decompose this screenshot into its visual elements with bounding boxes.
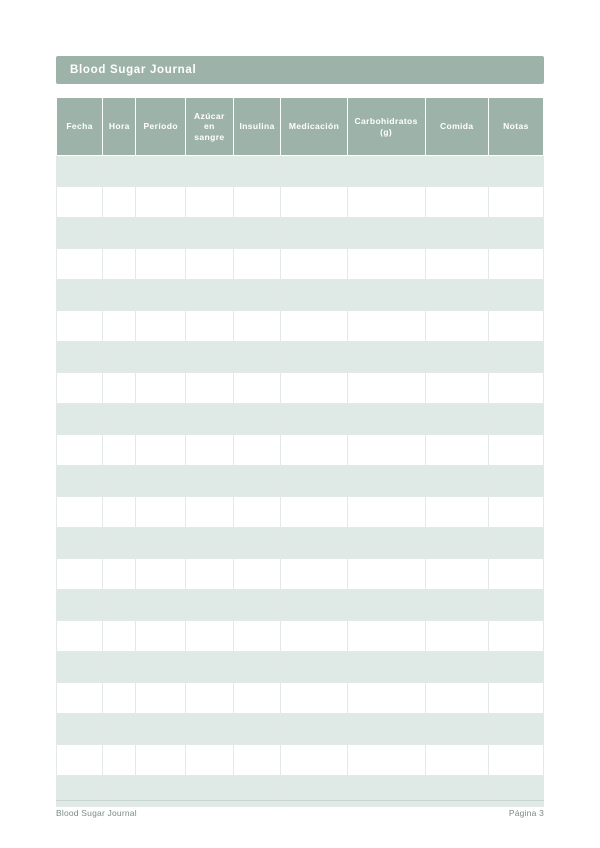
table-cell[interactable] bbox=[425, 652, 488, 683]
table-cell[interactable] bbox=[57, 218, 103, 249]
table-cell[interactable] bbox=[425, 311, 488, 342]
table-cell[interactable] bbox=[425, 683, 488, 714]
column-header-notas: Notas bbox=[488, 98, 543, 156]
table-cell[interactable] bbox=[425, 187, 488, 218]
table-cell[interactable] bbox=[233, 714, 281, 745]
table-cell[interactable] bbox=[186, 404, 234, 435]
table-cell[interactable] bbox=[488, 714, 543, 745]
document-title-bar bbox=[56, 56, 544, 84]
table-cell[interactable] bbox=[186, 466, 234, 497]
table-cell[interactable] bbox=[57, 683, 103, 714]
table-cell[interactable] bbox=[233, 683, 281, 714]
table-cell[interactable] bbox=[233, 249, 281, 280]
table-cell[interactable] bbox=[425, 621, 488, 652]
table-cell[interactable] bbox=[233, 373, 281, 404]
table-cell[interactable] bbox=[57, 652, 103, 683]
table-cell[interactable] bbox=[425, 559, 488, 590]
table-header-row bbox=[57, 98, 544, 156]
table-cell[interactable] bbox=[488, 249, 543, 280]
table-row bbox=[57, 528, 544, 559]
table-cell[interactable] bbox=[347, 373, 425, 404]
table-cell[interactable] bbox=[103, 156, 136, 187]
table-cell[interactable] bbox=[136, 435, 186, 466]
table-cell[interactable] bbox=[186, 528, 234, 559]
table-cell[interactable] bbox=[425, 342, 488, 373]
table-cell[interactable] bbox=[103, 373, 136, 404]
table-cell[interactable] bbox=[103, 714, 136, 745]
table-cell[interactable] bbox=[425, 373, 488, 404]
table-cell[interactable] bbox=[233, 590, 281, 621]
table-row bbox=[57, 404, 544, 435]
table-cell[interactable] bbox=[488, 466, 543, 497]
table-cell[interactable] bbox=[347, 187, 425, 218]
table-cell[interactable] bbox=[136, 745, 186, 776]
table-cell[interactable] bbox=[57, 311, 103, 342]
page-title: Blood Sugar Journal bbox=[70, 64, 197, 76]
table-cell[interactable] bbox=[57, 559, 103, 590]
table-cell[interactable] bbox=[425, 528, 488, 559]
table-cell[interactable] bbox=[347, 342, 425, 373]
table-cell[interactable] bbox=[103, 311, 136, 342]
column-header-insulina: Insulina bbox=[233, 98, 281, 156]
table-cell[interactable] bbox=[136, 404, 186, 435]
table-cell[interactable] bbox=[281, 652, 347, 683]
table-cell[interactable] bbox=[57, 280, 103, 311]
table-cell[interactable] bbox=[281, 311, 347, 342]
table-cell[interactable] bbox=[281, 342, 347, 373]
table-cell[interactable] bbox=[57, 435, 103, 466]
table-cell[interactable] bbox=[281, 683, 347, 714]
table-cell[interactable] bbox=[186, 590, 234, 621]
table-cell[interactable] bbox=[57, 187, 103, 218]
table-cell[interactable] bbox=[488, 342, 543, 373]
table-cell[interactable] bbox=[233, 652, 281, 683]
table-cell[interactable] bbox=[57, 249, 103, 280]
blood-sugar-table bbox=[56, 97, 544, 807]
table-cell[interactable] bbox=[186, 621, 234, 652]
column-header-periodo: Período bbox=[136, 98, 186, 156]
table-cell[interactable] bbox=[488, 373, 543, 404]
table-row bbox=[57, 590, 544, 621]
footer-page-number: Página 3 bbox=[508, 808, 544, 818]
table-cell[interactable] bbox=[103, 590, 136, 621]
table-cell[interactable] bbox=[488, 559, 543, 590]
table-cell[interactable] bbox=[488, 652, 543, 683]
table-cell[interactable] bbox=[186, 559, 234, 590]
table-cell[interactable] bbox=[186, 714, 234, 745]
table-cell[interactable] bbox=[281, 745, 347, 776]
table-cell[interactable] bbox=[425, 435, 488, 466]
table-cell[interactable] bbox=[281, 714, 347, 745]
table-cell[interactable] bbox=[425, 249, 488, 280]
table-row bbox=[57, 280, 544, 311]
table-cell[interactable] bbox=[281, 528, 347, 559]
table-cell[interactable] bbox=[233, 311, 281, 342]
table-cell[interactable] bbox=[347, 745, 425, 776]
table-cell[interactable] bbox=[103, 342, 136, 373]
table-cell[interactable] bbox=[186, 683, 234, 714]
table-cell[interactable] bbox=[103, 745, 136, 776]
table-cell[interactable] bbox=[136, 156, 186, 187]
table-cell[interactable] bbox=[103, 528, 136, 559]
table-cell[interactable] bbox=[186, 342, 234, 373]
table-row bbox=[57, 714, 544, 745]
table-cell[interactable] bbox=[103, 559, 136, 590]
column-header-carbohidratos: Carbohidratos (g) bbox=[347, 98, 425, 156]
table-cell[interactable] bbox=[233, 745, 281, 776]
table-cell[interactable] bbox=[425, 497, 488, 528]
table-cell[interactable] bbox=[233, 559, 281, 590]
table-row bbox=[57, 745, 544, 776]
table-cell[interactable] bbox=[347, 218, 425, 249]
table-row bbox=[57, 311, 544, 342]
table-cell[interactable] bbox=[103, 249, 136, 280]
table-cell[interactable] bbox=[233, 528, 281, 559]
table-cell[interactable] bbox=[136, 714, 186, 745]
table-cell[interactable] bbox=[136, 187, 186, 218]
table-row bbox=[57, 373, 544, 404]
table-cell[interactable] bbox=[347, 528, 425, 559]
table-cell[interactable] bbox=[347, 280, 425, 311]
table-cell[interactable] bbox=[57, 745, 103, 776]
table-cell[interactable] bbox=[233, 435, 281, 466]
table-cell[interactable] bbox=[347, 559, 425, 590]
table-cell[interactable] bbox=[425, 714, 488, 745]
table-cell[interactable] bbox=[233, 466, 281, 497]
column-header-azucar-en-sangre: Azúcar en sangre bbox=[186, 98, 234, 156]
table-cell[interactable] bbox=[57, 404, 103, 435]
table-cell[interactable] bbox=[103, 187, 136, 218]
table-cell[interactable] bbox=[425, 404, 488, 435]
table-row bbox=[57, 218, 544, 249]
table-cell[interactable] bbox=[233, 621, 281, 652]
table-cell[interactable] bbox=[186, 497, 234, 528]
table-cell[interactable] bbox=[488, 745, 543, 776]
table-cell[interactable] bbox=[233, 280, 281, 311]
table-row bbox=[57, 621, 544, 652]
table-cell[interactable] bbox=[488, 590, 543, 621]
table-cell[interactable] bbox=[136, 497, 186, 528]
table-cell[interactable] bbox=[347, 497, 425, 528]
table-cell[interactable] bbox=[347, 435, 425, 466]
table-row bbox=[57, 652, 544, 683]
table-cell[interactable] bbox=[103, 404, 136, 435]
table-cell[interactable] bbox=[57, 590, 103, 621]
table-row bbox=[57, 683, 544, 714]
page-footer bbox=[56, 800, 544, 818]
table-cell[interactable] bbox=[281, 280, 347, 311]
table-row bbox=[57, 187, 544, 218]
table-cell[interactable] bbox=[281, 218, 347, 249]
table-cell[interactable] bbox=[281, 404, 347, 435]
column-header-comida: Comida bbox=[425, 98, 488, 156]
table-cell[interactable] bbox=[103, 218, 136, 249]
table-cell[interactable] bbox=[347, 311, 425, 342]
table-cell[interactable] bbox=[136, 280, 186, 311]
table-cell[interactable] bbox=[136, 342, 186, 373]
table-cell[interactable] bbox=[136, 218, 186, 249]
table-cell[interactable] bbox=[186, 249, 234, 280]
table-cell[interactable] bbox=[103, 466, 136, 497]
table-cell[interactable] bbox=[488, 683, 543, 714]
table-cell[interactable] bbox=[488, 156, 543, 187]
table-cell[interactable] bbox=[347, 590, 425, 621]
table-cell[interactable] bbox=[281, 559, 347, 590]
table-row bbox=[57, 559, 544, 590]
table-cell[interactable] bbox=[488, 187, 543, 218]
table-cell[interactable] bbox=[488, 621, 543, 652]
table-cell[interactable] bbox=[186, 745, 234, 776]
table-cell[interactable] bbox=[425, 280, 488, 311]
table-cell[interactable] bbox=[488, 218, 543, 249]
table-cell[interactable] bbox=[57, 373, 103, 404]
table-cell[interactable] bbox=[425, 466, 488, 497]
table-cell[interactable] bbox=[281, 373, 347, 404]
table-cell[interactable] bbox=[103, 683, 136, 714]
table-cell[interactable] bbox=[136, 373, 186, 404]
table-cell[interactable] bbox=[281, 156, 347, 187]
table-cell[interactable] bbox=[57, 466, 103, 497]
table-cell[interactable] bbox=[136, 683, 186, 714]
table-cell[interactable] bbox=[488, 280, 543, 311]
table-cell[interactable] bbox=[57, 497, 103, 528]
table-cell[interactable] bbox=[281, 187, 347, 218]
table-cell[interactable] bbox=[57, 342, 103, 373]
table-cell[interactable] bbox=[347, 466, 425, 497]
table-cell[interactable] bbox=[488, 311, 543, 342]
table-cell[interactable] bbox=[186, 156, 234, 187]
column-header-medicacion: Medicación bbox=[281, 98, 347, 156]
table-cell[interactable] bbox=[103, 280, 136, 311]
table-cell[interactable] bbox=[186, 435, 234, 466]
table-cell[interactable] bbox=[347, 156, 425, 187]
table-cell[interactable] bbox=[186, 280, 234, 311]
table-cell[interactable] bbox=[57, 714, 103, 745]
table-cell[interactable] bbox=[488, 528, 543, 559]
table-row bbox=[57, 466, 544, 497]
table-cell[interactable] bbox=[136, 621, 186, 652]
table-cell[interactable] bbox=[425, 156, 488, 187]
table-cell[interactable] bbox=[425, 218, 488, 249]
table-cell[interactable] bbox=[233, 404, 281, 435]
table-cell[interactable] bbox=[57, 528, 103, 559]
table-cell[interactable] bbox=[57, 621, 103, 652]
table-cell[interactable] bbox=[281, 435, 347, 466]
table-cell[interactable] bbox=[233, 187, 281, 218]
table-cell[interactable] bbox=[186, 218, 234, 249]
column-header-fecha: Fecha bbox=[57, 98, 103, 156]
table-cell[interactable] bbox=[103, 497, 136, 528]
table-cell[interactable] bbox=[233, 218, 281, 249]
table-cell[interactable] bbox=[136, 466, 186, 497]
table-cell[interactable] bbox=[136, 311, 186, 342]
table-cell[interactable] bbox=[347, 404, 425, 435]
table-cell[interactable] bbox=[103, 621, 136, 652]
table-cell[interactable] bbox=[488, 404, 543, 435]
table-cell[interactable] bbox=[347, 621, 425, 652]
table-cell[interactable] bbox=[103, 652, 136, 683]
table-cell[interactable] bbox=[186, 373, 234, 404]
table-row bbox=[57, 156, 544, 187]
table-cell[interactable] bbox=[347, 249, 425, 280]
table-cell[interactable] bbox=[488, 435, 543, 466]
table-row bbox=[57, 497, 544, 528]
table-cell[interactable] bbox=[233, 156, 281, 187]
table-cell[interactable] bbox=[425, 590, 488, 621]
table-cell[interactable] bbox=[347, 714, 425, 745]
table-cell[interactable] bbox=[281, 249, 347, 280]
table-cell[interactable] bbox=[136, 590, 186, 621]
table-cell[interactable] bbox=[136, 528, 186, 559]
column-header-hora: Hora bbox=[103, 98, 136, 156]
table-cell[interactable] bbox=[186, 187, 234, 218]
table-cell[interactable] bbox=[347, 652, 425, 683]
footer-document-name: Blood Sugar Journal bbox=[56, 808, 137, 818]
table-cell[interactable] bbox=[281, 466, 347, 497]
table-cell[interactable] bbox=[488, 497, 543, 528]
table-cell[interactable] bbox=[136, 652, 186, 683]
table-row bbox=[57, 249, 544, 280]
table-cell[interactable] bbox=[233, 342, 281, 373]
table-cell[interactable] bbox=[186, 311, 234, 342]
table-cell[interactable] bbox=[425, 745, 488, 776]
table-cell[interactable] bbox=[136, 249, 186, 280]
table-cell[interactable] bbox=[103, 435, 136, 466]
table-cell[interactable] bbox=[233, 497, 281, 528]
table-row bbox=[57, 435, 544, 466]
table-cell[interactable] bbox=[281, 621, 347, 652]
table-cell[interactable] bbox=[57, 156, 103, 187]
table-cell[interactable] bbox=[281, 590, 347, 621]
table-cell[interactable] bbox=[186, 652, 234, 683]
table-cell[interactable] bbox=[281, 497, 347, 528]
table-cell[interactable] bbox=[347, 683, 425, 714]
table-row bbox=[57, 342, 544, 373]
table-cell[interactable] bbox=[136, 559, 186, 590]
